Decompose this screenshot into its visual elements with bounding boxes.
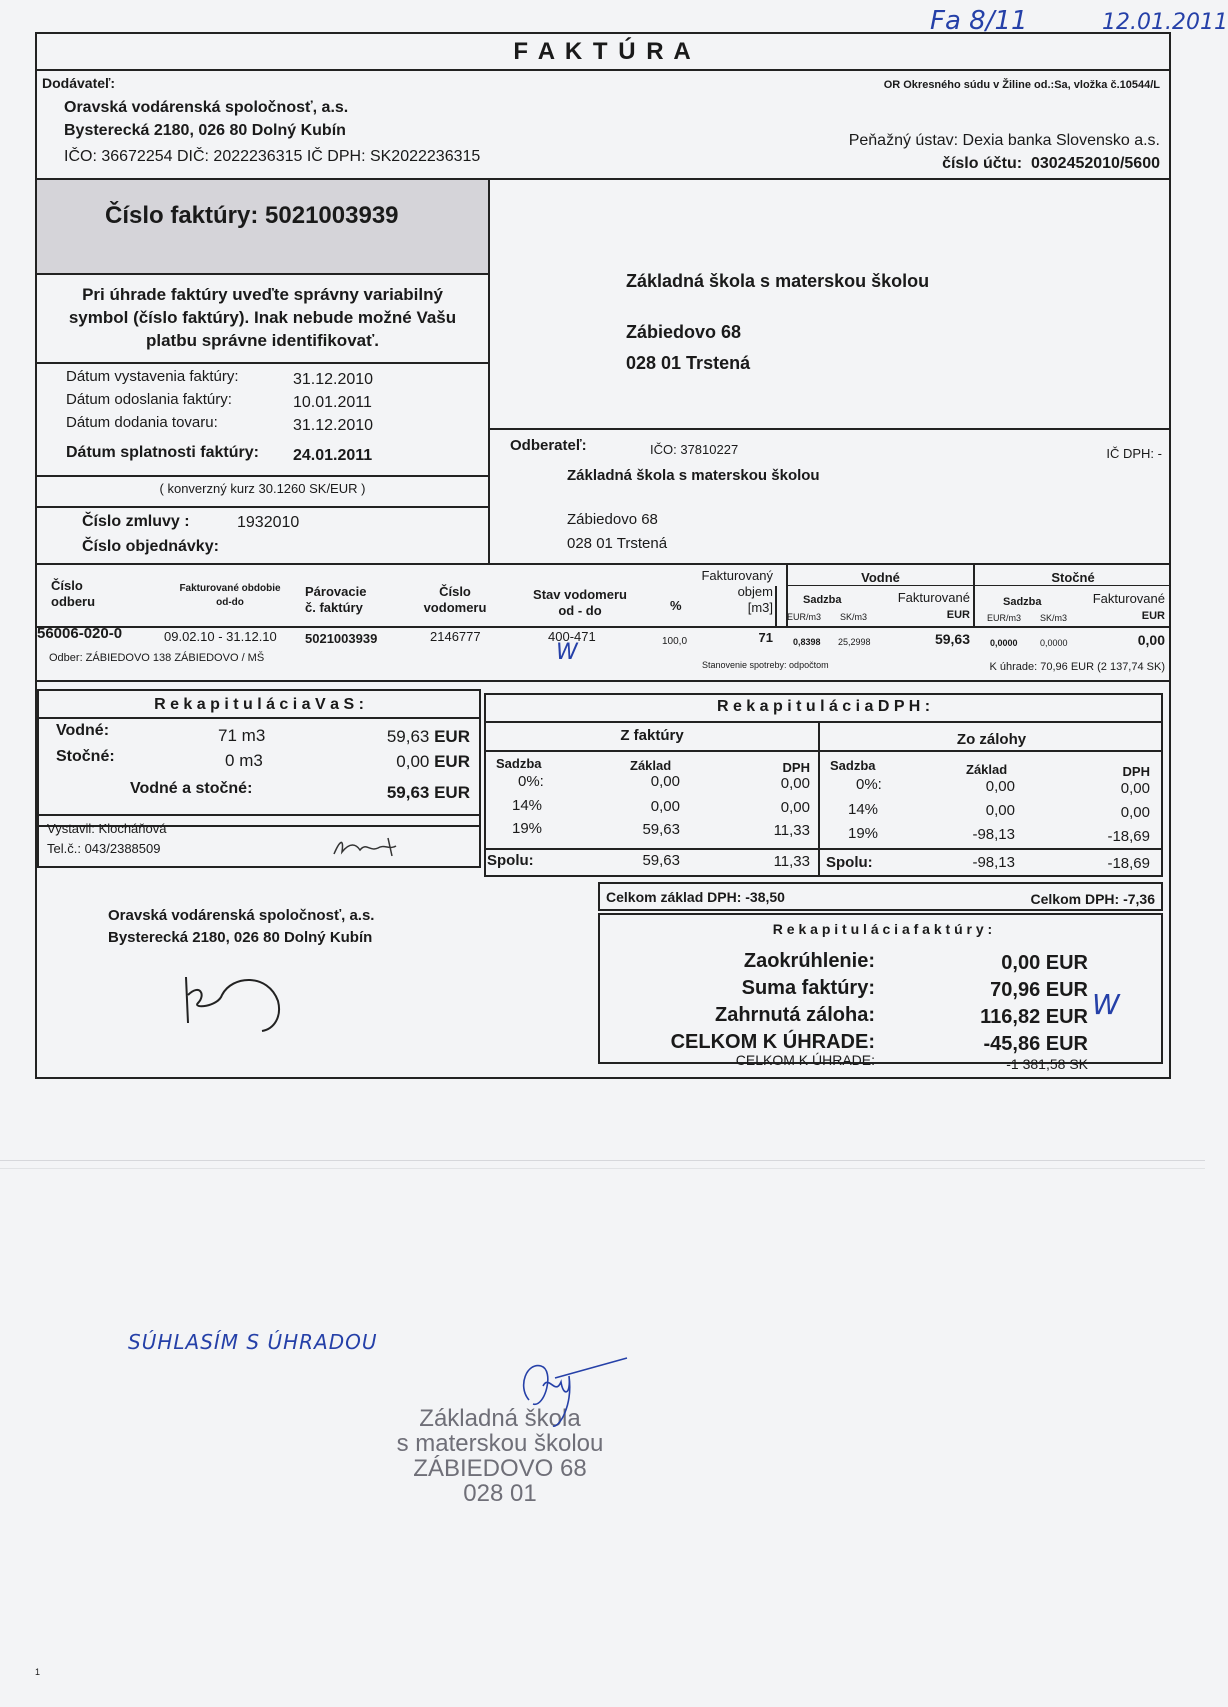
vas-total-amount: 59,63 EUR [386,783,470,802]
customer-name: Základná škola s materskou školou [567,467,820,484]
vat-z-base-0: 0,00 [985,778,1015,795]
vat-z-base-h: Základ [966,762,1008,777]
vat-f-vat-h: DPH [782,760,810,775]
th-water-skm3: SK/m3 [840,612,868,622]
vat-z-rate-h: Sadzba [830,758,876,773]
summary-sum-label: Suma faktúry: [741,977,875,999]
vas-water-amount: 59,63 EUR [386,727,470,746]
order-label: Číslo objednávky: [82,538,219,555]
vat-z-total-label: Spolu: [826,854,873,871]
summary-payable: -45,86 EUR [983,1033,1088,1055]
cell-odber: 56006-020-0 [37,625,123,642]
th-sewage-eurm3: EUR/m3 [987,613,1022,623]
th-sewage: Stočné [1051,570,1095,585]
sent-date-label: Dátum odoslania faktúry: [66,391,232,408]
due-date: 24.01.2011 [293,447,373,464]
th-sewage-billed: Fakturované [1092,591,1165,606]
school-stamp: Základná škola s materskou školou ZÁBIEDOVO 68 028 01 [396,1405,604,1507]
vat-z-vat-2: -18,69 [1107,828,1150,845]
th-sewage-eur: EUR [1141,610,1165,622]
cell-meter: 2146777 [430,629,481,644]
vat-title: R e k a p i t u l á c i a D P H : [716,698,931,715]
vat-total-amount: Celkom DPH: -7,36 [1030,891,1155,907]
customer-city: 028 01 Trstená [567,535,668,552]
contract-number: 1932010 [237,514,300,531]
customer-street: Zábiedovo 68 [567,511,658,528]
vat-total-base: Celkom základ DPH: -38,50 [606,889,785,905]
vas-sewage-label: Stočné: [56,748,115,765]
vat-f-rate-0: 0%: [518,773,544,790]
consumption-method: Stanovenie spotreby: odpočtom [702,660,829,670]
vat-f-base-2: 59,63 [642,821,680,838]
supplier-signature [178,965,288,1035]
vat-z-rate-1: 14% [848,801,879,818]
vat-f-total-base: 59,63 [642,852,680,869]
cell-period: 09.02.10 - 31.12.10 [164,629,277,644]
vat-z-base-1: 0,00 [985,802,1015,819]
th-sewage-skm3: SK/m3 [1040,613,1068,623]
vas-water-qty: 71 m3 [218,726,266,745]
th-water-rate: Sadzba [803,594,842,606]
vat-from-advance: Zo zálohy [956,731,1027,748]
cell-sewage-eur: 0,0000 [990,638,1018,648]
vat-from-invoice: Z faktúry [620,727,684,744]
vat-f-rate-2: 19% [512,820,543,837]
due-date-label: Dátum splatnosti faktúry: [66,444,259,461]
th-reading: Stav vodomeru od - do [533,587,627,618]
issue-date: 31.12.2010 [293,371,374,388]
summary-advance: 116,82 EUR [980,1006,1088,1028]
cell-water-sk: 25,2998 [838,637,871,647]
vat-f-vat-1: 0,00 [780,799,810,816]
th-sewage-rate: Sadzba [1003,596,1042,608]
summary-rounding-label: Zaokrúhlenie: [743,950,875,972]
conversion-rate: ( konverzný kurz 30.1260 SK/EUR ) [159,481,366,496]
invoice-title: F A K T Ú R A [513,38,693,65]
school-signature [515,1356,630,1436]
footer-company-address: Bysterecká 2180, 026 80 Dolný Kubín [108,929,373,946]
customer-icdph: IČ DPH: - [1106,446,1162,461]
vat-f-base-h: Základ [630,758,672,773]
footer-company-name: Oravská vodárenská spoločnosť, a.s. [108,907,375,924]
payment-note: Pri úhrade faktúry uveďte správny variabilný symbol (číslo faktúry). Inak nebude možné Vašu platbu správne identifikovať. [68,285,457,350]
delivery-date: 31.12.2010 [293,417,374,434]
vas-water-label: Vodné: [56,722,110,739]
supplier-name: Oravská vodárenská spoločnosť, a.s. [64,99,349,116]
approval-note: SÚHLASÍM S ÚHRADOU [128,1330,378,1354]
contract-label: Číslo zmluvy : [82,513,190,530]
cell-sewage-sk: 0,0000 [1040,638,1068,648]
vat-z-rate-2: 19% [848,825,879,842]
customer-ico: IČO: 37810227 [650,442,739,457]
summary-advance-label: Zahrnutá záloha: [714,1004,875,1026]
vat-f-total-vat: 11,33 [773,853,810,870]
vas-sewage-qty: 0 m3 [225,751,263,770]
checkmark-icon: W [1092,988,1120,1021]
bank-info: Peňažný ústav: Dexia banka Slovensko a.s. [848,132,1160,149]
recipient-city: 028 01 Trstená [626,353,751,373]
vas-total-label: Vodné a stočné: [130,780,253,797]
register-info: OR Okresného súdu v Žiline od.:Sa, vložka č.10544/L [883,79,1160,91]
vat-f-rate-1: 14% [512,797,543,814]
consumption-point: Odber: ZÁBIEDOVO 138 ZÁBIEDOVO / MŠ [49,652,265,664]
vat-f-vat-0: 0,00 [780,775,810,792]
issuer-signature [330,832,410,862]
vat-f-base-1: 0,00 [650,798,680,815]
summary-title: R e k a p i t u l á c i a f a k t ú r y : [772,921,993,937]
summary-sum: 70,96 EUR [990,979,1088,1001]
th-water-eurm3: EUR/m3 [787,612,822,622]
th-volume: Fakturovaný objem [m3] [701,568,773,615]
th-water-eur: EUR [946,609,970,621]
vat-z-total-base: -98,13 [972,854,1015,871]
cell-sewage-billed: 0,00 [1137,632,1165,648]
delivery-date-label: Dátum dodania tovaru: [66,414,218,431]
vat-f-vat-2: 11,33 [773,822,810,839]
issuer-name: Vystavil: Klocháňová [47,821,167,836]
vat-f-total-label: Spolu: [487,852,534,869]
cell-pairing: 5021003939 [305,631,378,646]
th-percent: % [670,598,682,613]
account-number: číslo účtu: 0302452010/5600 [942,155,1160,172]
checkmark-icon: W [556,640,578,665]
vas-title: R e k a p i t u l á c i a V a S : [154,696,364,713]
th-number: Číslo odberu [51,578,96,609]
vat-z-rate-0: 0%: [856,776,882,793]
supplier-address: Bysterecká 2180, 026 80 Dolný Kubín [64,122,346,139]
vat-z-vat-0: 0,00 [1120,780,1150,797]
recipient-street: Zábiedovo 68 [626,322,742,342]
vat-f-base-0: 0,00 [650,773,680,790]
th-water-billed: Fakturované [897,590,970,605]
th-water: Vodné [861,570,900,585]
summary-payable-label: CELKOM K ÚHRADE: [670,1031,875,1053]
vat-z-vat-h: DPH [1122,764,1150,779]
vat-z-total-vat: -18,69 [1107,855,1150,872]
cell-reading: 400-471 [548,629,596,644]
cell-water-eur: 0,8398 [793,637,821,647]
th-period: Fakturované obdobie od-do [179,583,281,608]
summary-payable-sk-label: CELKOM K ÚHRADE: [735,1052,875,1068]
amount-due-note: K úhrade: 70,96 EUR (2 137,74 SK) [989,661,1165,673]
page-number: 1 [35,1667,41,1677]
invoice-number: Číslo faktúry: 5021003939 [105,202,399,229]
vas-sewage-amount: 0,00 EUR [396,752,470,771]
th-meter: Číslo vodomeru [423,584,487,615]
vat-z-vat-1: 0,00 [1120,804,1150,821]
summary-payable-sk: -1 381,58 SK [1006,1056,1088,1072]
customer-label: Odberateľ: [510,437,587,454]
th-pairing: Párovacie č. faktúry [305,584,367,615]
issuer-phone: Tel.č.: 043/2388509 [47,841,161,856]
vat-z-base-2: -98,13 [972,826,1015,843]
cell-volume: 71 [758,630,773,645]
recipient-name: Základná škola s materskou školou [626,271,930,291]
sent-date: 10.01.2011 [293,394,372,411]
cell-water-billed: 59,63 [934,631,970,647]
supplier-ids: IČO: 36672254 DIČ: 2022236315 IČ DPH: SK2022236315 [64,148,481,165]
handwritten-note: Fa 8/11 [930,6,1028,36]
supplier-label: Dodávateľ: [42,75,116,91]
issue-date-label: Dátum vystavenia faktúry: [66,368,239,385]
handwritten-date: 12.01.2011 [1102,10,1228,35]
vat-f-rate-h: Sadzba [496,756,542,771]
summary-rounding: 0,00 EUR [1001,952,1088,974]
cell-percent: 100,0 [662,636,688,647]
